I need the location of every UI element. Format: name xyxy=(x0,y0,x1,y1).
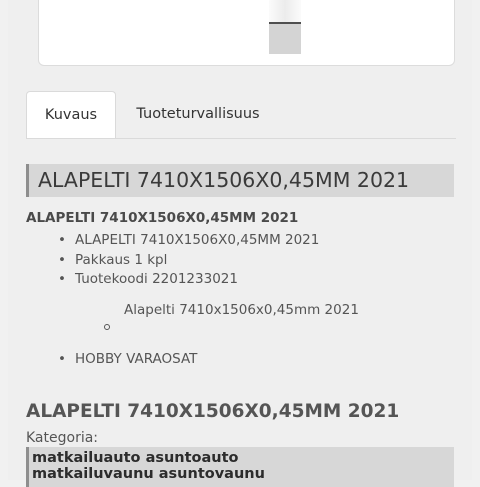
product-heading: ALAPELTI 7410X1506X0,45MM 2021 xyxy=(38,168,410,192)
detail-item-text: HOBBY VARAOSAT xyxy=(75,351,198,367)
detail-item-text: Pakkaus 1 kpl xyxy=(75,252,168,268)
circle-bullet-icon xyxy=(104,324,110,330)
product-image-shadow xyxy=(269,24,301,54)
tab-divider xyxy=(26,138,456,139)
sub-detail-text: Alapelti 7410x1506x0,45mm 2021 xyxy=(124,302,359,318)
category-label: Kategoria: xyxy=(26,430,99,446)
tab-tuoteturvallisuus[interactable]: Tuoteturvallisuus xyxy=(136,106,260,122)
product-image[interactable] xyxy=(269,0,301,24)
tab-kuvaus[interactable]: Kuvaus xyxy=(26,91,116,139)
detail-item-text: Tuotekoodi 2201233021 xyxy=(75,271,238,287)
category-value[interactable]: matkailuauto asuntoauto matkailuvaunu asuntovaunu xyxy=(32,450,265,482)
product-image-card[interactable] xyxy=(38,0,455,66)
product-title: ALAPELTI 7410X1506X0,45MM 2021 xyxy=(26,401,400,422)
product-heading-bar xyxy=(26,164,454,197)
detail-item-text: ALAPELTI 7410X1506X0,45MM 2021 xyxy=(75,232,320,248)
product-subtitle: ALAPELTI 7410X1506X0,45MM 2021 xyxy=(26,210,299,226)
category-box xyxy=(26,447,454,487)
